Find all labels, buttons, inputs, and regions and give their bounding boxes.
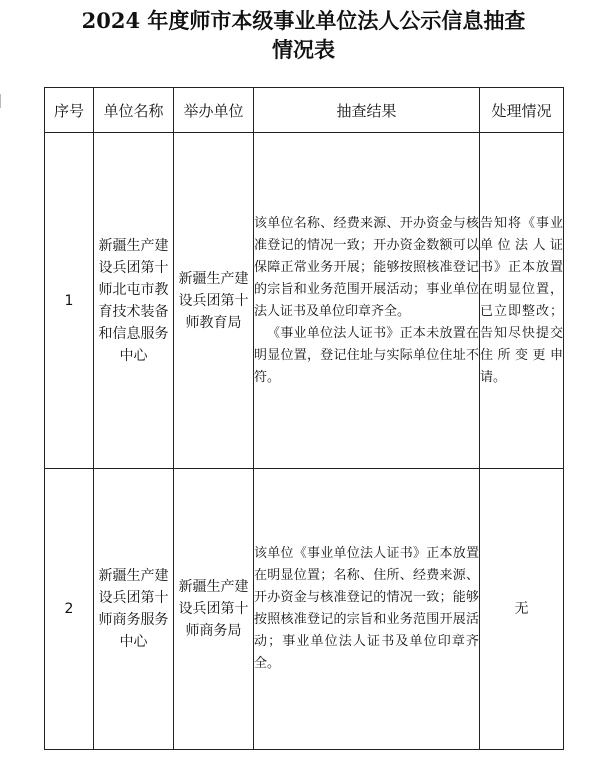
row-sponsor: 新疆生产建设兵团第十师商务局 xyxy=(174,469,254,750)
title-line-2: 情况表 xyxy=(272,37,335,62)
header-result: 抽查结果 xyxy=(254,88,480,133)
row-result-paragraph: 该单位《事业单位法人证书》正本放置在明显位置；名称、住所、经费来源、开办资金与核准登记的情况一致；能够按照核准登记的宗旨和业务范围开展活动；事业单位法人证书及单位印章齐全。 xyxy=(254,546,479,671)
row-result-paragraph: 《事业单位法人证书》正本未放置在明显位置，登记住址与实际单位住址不符。 xyxy=(254,325,479,385)
inspection-table xyxy=(44,87,564,750)
margin-marker xyxy=(0,94,6,108)
row-sponsor: 新疆生产建设兵团第十师教育局 xyxy=(174,133,254,469)
table-row xyxy=(45,469,564,750)
row-handling: 无 xyxy=(480,469,564,750)
header-handling-label: 处理情况 xyxy=(491,101,552,120)
header-handling xyxy=(480,88,564,133)
row-no: 2 xyxy=(45,469,94,750)
document-title xyxy=(0,6,607,64)
row-result xyxy=(254,469,480,750)
header-unit-name: 单位名称 xyxy=(94,88,174,133)
header-no: 序号 xyxy=(45,88,94,133)
table-row xyxy=(45,133,564,469)
title-line-1: 2024 年度师市本级事业单位法人公示信息抽查 xyxy=(81,8,526,33)
table-header-row xyxy=(45,88,564,133)
row-unit-name: 新疆生产建设兵团第十师商务服务中心 xyxy=(94,469,174,750)
row-result-paragraph: 该单位名称、经费来源、开办资金与核准登记的情况一致；开办资金数额可以保障正常业务开展；能够按照核准登记的宗旨和业务范围开展活动；事业单位法人证书及单位印章齐全。 xyxy=(254,215,479,319)
row-handling: 告知将《事业单位法人证书》正本放置在明显位置，已立即整改；告知尽快提交住所变更申请。 xyxy=(480,133,564,469)
header-sponsor: 举办单位 xyxy=(174,88,254,133)
row-result xyxy=(254,133,480,469)
row-no: 1 xyxy=(45,133,94,469)
row-unit-name: 新疆生产建设兵团第十师北屯市教育技术装备和信息服务中心 xyxy=(94,133,174,469)
